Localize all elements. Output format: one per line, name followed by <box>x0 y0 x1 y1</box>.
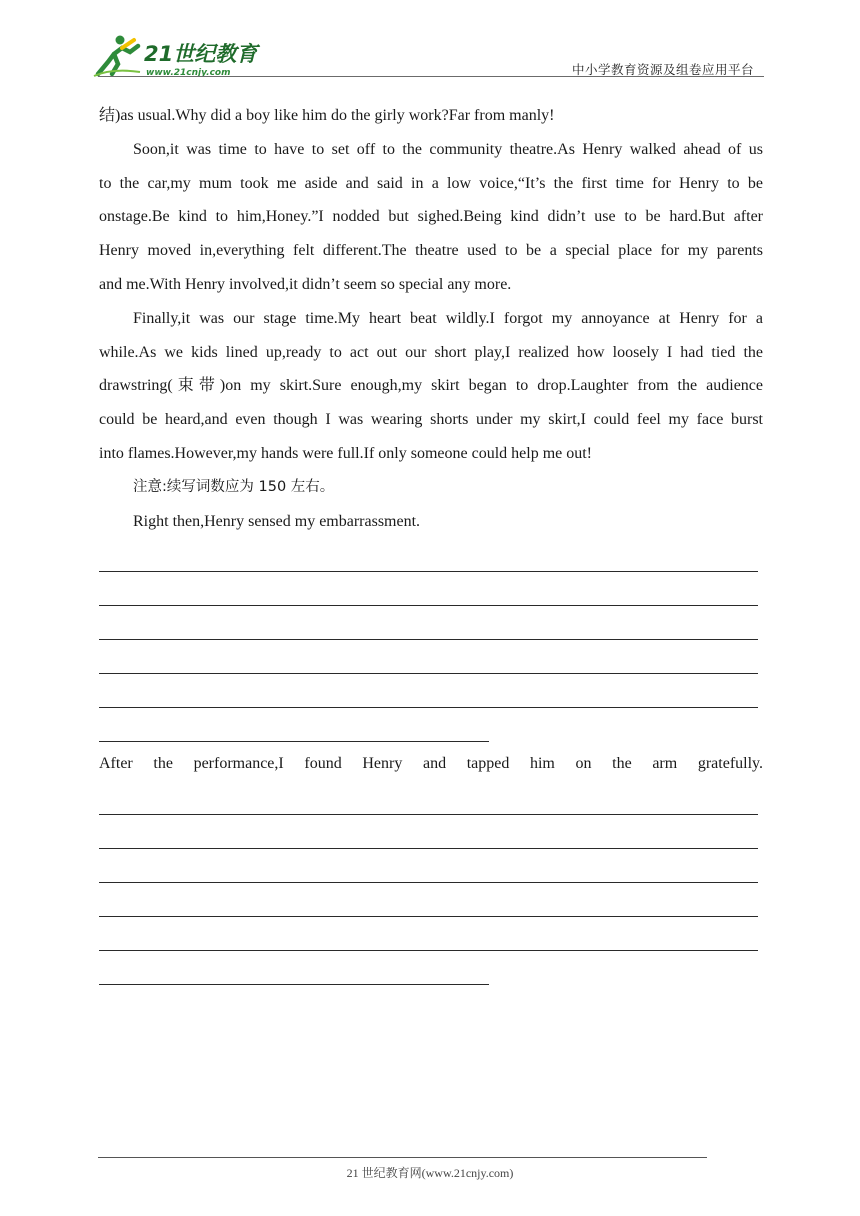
answer-line[interactable] <box>99 674 758 708</box>
passage-line: 结)as usual.Why did a boy like him do the girly work?Far from manly! <box>99 107 555 124</box>
runner-icon <box>94 36 140 77</box>
answer-line[interactable] <box>99 572 758 606</box>
passage-line: Henry moved in,everything felt different.The theatre used to be a special place for my parents <box>99 242 763 260</box>
passage-line: Soon,it was time to have to set off to the community theatre.As Henry walked ahead of us <box>133 140 763 158</box>
passage-line: while.As we kids lined up,ready to act out our short play,I realized how loosely I had tied the <box>99 343 763 361</box>
footer-text: 21 世纪教育网(www.21cnjy.com) <box>346 1166 514 1180</box>
header-platform-text: 中小学教育资源及组卷应用平台 <box>571 62 754 77</box>
continuation-prompt-1: Right then,Henry sensed my embarrassment. <box>133 512 421 530</box>
header-divider <box>98 76 764 77</box>
word-count-note: 注意:续写词数应为 150 左右。 <box>133 478 335 495</box>
answer-line[interactable] <box>99 917 758 951</box>
passage <box>99 99 763 985</box>
passage-line: drawstring(束带)on my skirt.Sure enough,my skirt began to drop.Laughter from the audience <box>99 377 763 395</box>
footer-divider <box>98 1157 707 1158</box>
logo-url: www.21cnjy.com <box>146 68 231 78</box>
answer-line[interactable] <box>99 951 489 985</box>
answer-line[interactable] <box>99 538 758 572</box>
answer-line[interactable] <box>99 606 758 640</box>
answer-line[interactable] <box>99 781 758 815</box>
answer-line[interactable] <box>99 815 758 849</box>
passage-line: could be heard,and even though I was wearing shorts under my skirt,I could feel my face burst <box>99 411 763 429</box>
passage-line: into flames.However,my hands were full.If only someone could help me out! <box>99 444 593 462</box>
continuation-prompt-2: After the performance,I found Henry and tapped him on the arm gratefully. <box>99 755 763 773</box>
answer-line[interactable] <box>99 849 758 883</box>
passage-line: to the car,my mum took me aside and said in a low voice,“It’s the first time for Henry to be <box>99 174 763 192</box>
logo <box>92 34 262 78</box>
answer-line[interactable] <box>99 708 489 742</box>
passage-line: and me.With Henry involved,it didn’t seem so special any more. <box>99 275 512 293</box>
answer-line[interactable] <box>99 640 758 674</box>
passage-line: onstage.Be kind to him,Honey.”I nodded but sighed.Being kind didn’t use to be hard.But after <box>99 208 763 226</box>
logo-text: 21世纪教育 <box>144 42 258 66</box>
answer-line[interactable] <box>99 883 758 917</box>
passage-line: Finally,it was our stage time.My heart beat wildly.I forgot my annoyance at Henry for a <box>133 309 763 327</box>
